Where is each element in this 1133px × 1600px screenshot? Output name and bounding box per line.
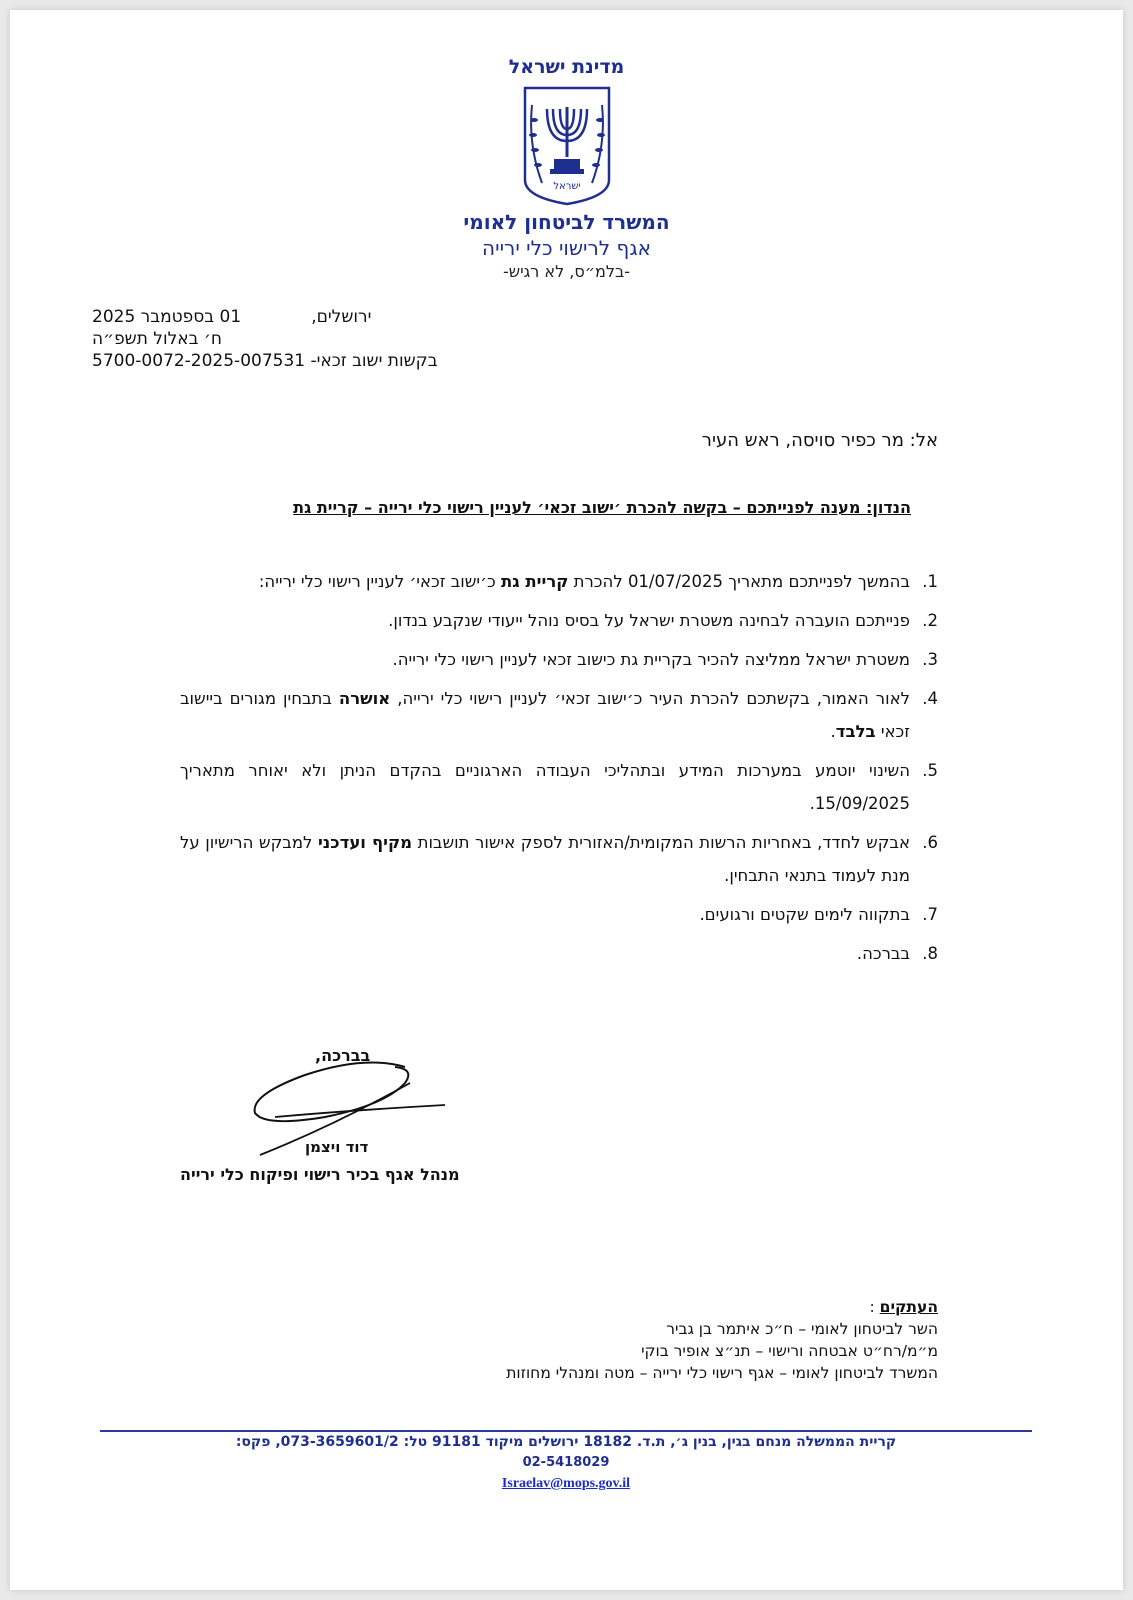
item-number: 1. (922, 572, 938, 591)
item-text: בתקווה לימים שקטים ורגועים. (699, 905, 910, 924)
list-item (180, 754, 938, 820)
signer-title: מנהל אגף בכיר רישוי ופיקוח כלי ירייה (180, 1165, 460, 1184)
copies-block: העתקים : השר לביטחון לאומי – ח״כ איתמר בן גביר מ״מ/רח״ט אבטחה ורישוי – תנ״צ אופיר בוקי המשרד לביטחון לאומי – אגף רישוי כלי ירייה – מטה ומנהלי מחוזות (506, 1298, 938, 1382)
emblem-text: ישראל (553, 181, 581, 192)
list-item (180, 643, 938, 676)
copy-line: השר לביטחון לאומי – ח״כ איתמר בן גביר (666, 1320, 938, 1338)
item-number: 3. (922, 650, 938, 669)
state-emblem-icon (522, 85, 612, 207)
ministry-name: המשרד לביטחון לאומי (463, 210, 670, 234)
subject-line: הנדון: מענה לפנייתכם – בקשה להכרת ׳ישוב זכאי׳ לעניין רישוי כלי ירייה – קריית גת (293, 498, 911, 517)
item-text: לאור האמור, בקשתכם להכרת העיר כ׳ישוב זכאי׳ לעניין רישוי כלי ירייה, אושרה בתבחין מגורים ביישוב זכאי בלבד. (180, 689, 910, 741)
footer-email-link[interactable]: Israelav@mops.gov.il (501, 1476, 631, 1491)
city: ירושלים, (311, 307, 372, 327)
recipient-label: אל: (909, 430, 938, 451)
reference-label: בקשות ישוב זכאי- (310, 351, 438, 371)
item-text: משטרת ישראל ממליצה להכיר בקריית גת כישוב זכאי לעניין רישוי כלי ירייה. (392, 650, 910, 669)
copy-line: מ״מ/רח״ט אבטחה ורישוי – תנ״צ אופיר בוקי (641, 1342, 938, 1360)
list-item (180, 682, 938, 748)
list-item (180, 937, 938, 970)
recipient (702, 430, 938, 451)
item-text: אבקש לחדד, באחריות הרשות המקומית/האזורית לספק אישור תושבות מקיף ועדכני למבקש הרישיון על מנת לעמוד בתנאי התבחין. (180, 833, 910, 885)
item-number: 5. (922, 761, 938, 780)
footer-address: קריית הממשלה מנחם בגין, בנין ג׳, ת.ד. 18182 ירושלים מיקוד 91181 טל: 073-3659601/2, פקס: (235, 1434, 897, 1450)
item-number: 4. (922, 689, 938, 708)
item-text: בהמשך לפנייתכם מתאריך 01/07/2025 להכרת קריית גת כ׳ישוב זכאי׳ לעניין רישוי כלי ירייה: (258, 572, 910, 591)
list-item (180, 565, 938, 598)
state-name: מדינת ישראל (508, 56, 625, 78)
signer-name: דוד ויצמן (305, 1138, 369, 1156)
list-item (180, 604, 938, 637)
footer-fax: 02-5418029 (522, 1455, 610, 1470)
item-text: פנייתכם הועברה לבחינה משטרת ישראל על בסיס נוהל ייעודי שנקבע בנדון. (388, 611, 910, 630)
item-number: 2. (922, 611, 938, 630)
body-list (180, 565, 938, 976)
recipient-name: מר כפיר סויסה, ראש העיר (701, 430, 904, 451)
copy-line: המשרד לביטחון לאומי – אגף רישוי כלי ירייה – מטה ומנהלי מחוזות (506, 1364, 938, 1382)
date: 01 בספטמבר 2025 (92, 307, 242, 327)
item-number: 6. (922, 833, 938, 852)
department-name: אגף לרישוי כלי ירייה (482, 236, 651, 260)
hebrew-date: ח׳ באלול תשפ״ה (92, 329, 223, 349)
footer-divider (100, 1430, 1032, 1432)
list-item (180, 898, 938, 931)
date-block (92, 306, 438, 372)
copies-heading: העתקים (879, 1298, 938, 1316)
classification: -בלמ״ס, לא רגיש- (502, 262, 631, 281)
item-number: 8. (922, 944, 938, 963)
reference-number: 5700-0072-2025-007531 (92, 351, 306, 371)
item-text: השינוי יוטמע במערכות המידע ובתהליכי העבודה הארגוניים בהקדם הניתן ולא יאוחר מתאריך 15/09/2025. (180, 761, 910, 813)
item-number: 7. (922, 905, 938, 924)
letter-page (10, 10, 1123, 1590)
list-item (180, 826, 938, 892)
item-text: בברכה. (856, 944, 910, 963)
closing-greeting: בברכה, (315, 1046, 371, 1065)
